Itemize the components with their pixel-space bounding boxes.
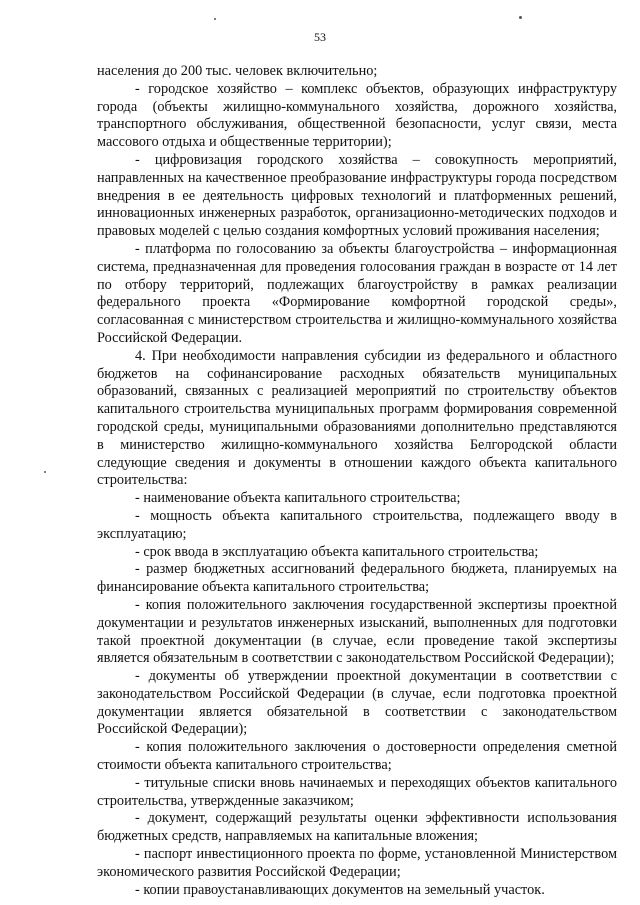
paragraph: - размер бюджетных ассигнований федерального бюджета, планируемых на финансирование объекта капитального строительства; bbox=[97, 561, 617, 596]
paragraph: - документ, содержащий результаты оценки эффективности использования бюджетных средств, направляемых на капитальные вложения; bbox=[97, 810, 617, 845]
scan-dot bbox=[214, 18, 216, 20]
page-number: 53 bbox=[314, 30, 326, 44]
document-body bbox=[97, 63, 617, 899]
paragraph: 4. При необходимости направления субсидии из федерального и областного бюджетов на софинансирование расходных обязательств муниципальных образований, связанных с реализацией мероприятий по строительству объектов капитального строительства муниципальных программ формирования современной городской среды, муниципальными образованиями дополнительно представляются в министерство жилищно-коммунального хозяйства Белгородской области следующие сведения и документы в отношении каждого объекта капитального строительства: bbox=[97, 347, 617, 489]
paragraph: - мощность объекта капитального строительства, подлежащего вводу в эксплуатацию; bbox=[97, 507, 617, 542]
paragraph: - наименование объекта капитального строительства; bbox=[135, 490, 461, 507]
paragraph: населения до 200 тыс. человек включительно; bbox=[97, 63, 378, 79]
paragraph: - титульные списки вновь начинаемых и переходящих объектов капитального строительства, утвержденные заказчиком; bbox=[97, 774, 617, 809]
paragraph: - копия положительного заключения государственной экспертизы проектной документации и результатов инженерных изысканий, выполненных для подготовки такой проектной документации (в случае, если проведение такой экспертизы является обязательным в соответствии с законодательством Российской Федерации); bbox=[97, 596, 617, 667]
paragraph: - платформа по голосованию за объекты благоустройства – информационная система, предназначенная для проведения голосования граждан в возрасте от 14 лет по отбору территорий, подлежащих благоустройству в рамках реализации федерального проекта «Формирование комфортной городской среды», согласованная с министерством строительства и жилищно-коммунального хозяйства Российской Федерации. bbox=[97, 240, 617, 346]
scan-dot bbox=[44, 471, 46, 473]
paragraph: - копия положительного заключения о достоверности определения сметной стоимости объекта капитального строительства; bbox=[97, 739, 617, 774]
paragraph: - цифровизация городского хозяйства – совокупность мероприятий, направленных на качественное преобразование инфраструктуры города посредством внедрения в ее деятельность цифровых технологий и платформенных решений, инновационных инженерных разработок, организационно-методических подходов и правовых моделей с целью создания комфортных условий проживания населения; bbox=[97, 151, 617, 240]
paragraph: - городское хозяйство – комплекс объектов, образующих инфраструктуру города (объекты жилищно-коммунального хозяйства, дорожного хозяйства, транспортного обслуживания, общественной безопасности, услуг связи, места массового отдыха и общественные территории); bbox=[97, 80, 617, 151]
paragraph: - паспорт инвестиционного проекта по форме, установленной Министерством экономического развития Российской Федерации; bbox=[97, 846, 617, 880]
paragraph: - документы об утверждении проектной документации в соответствии с законодательством Российской Федерации (в случае, если подготовка проектной документации является обязательной в соответствии с законодательством Российской Федерации); bbox=[97, 668, 617, 738]
scan-dot bbox=[519, 16, 522, 19]
paragraph: - срок ввода в эксплуатацию объекта капитального строительства; bbox=[135, 543, 539, 560]
paragraph: - копии правоустанавливающих документов на земельный участок. bbox=[135, 881, 545, 898]
